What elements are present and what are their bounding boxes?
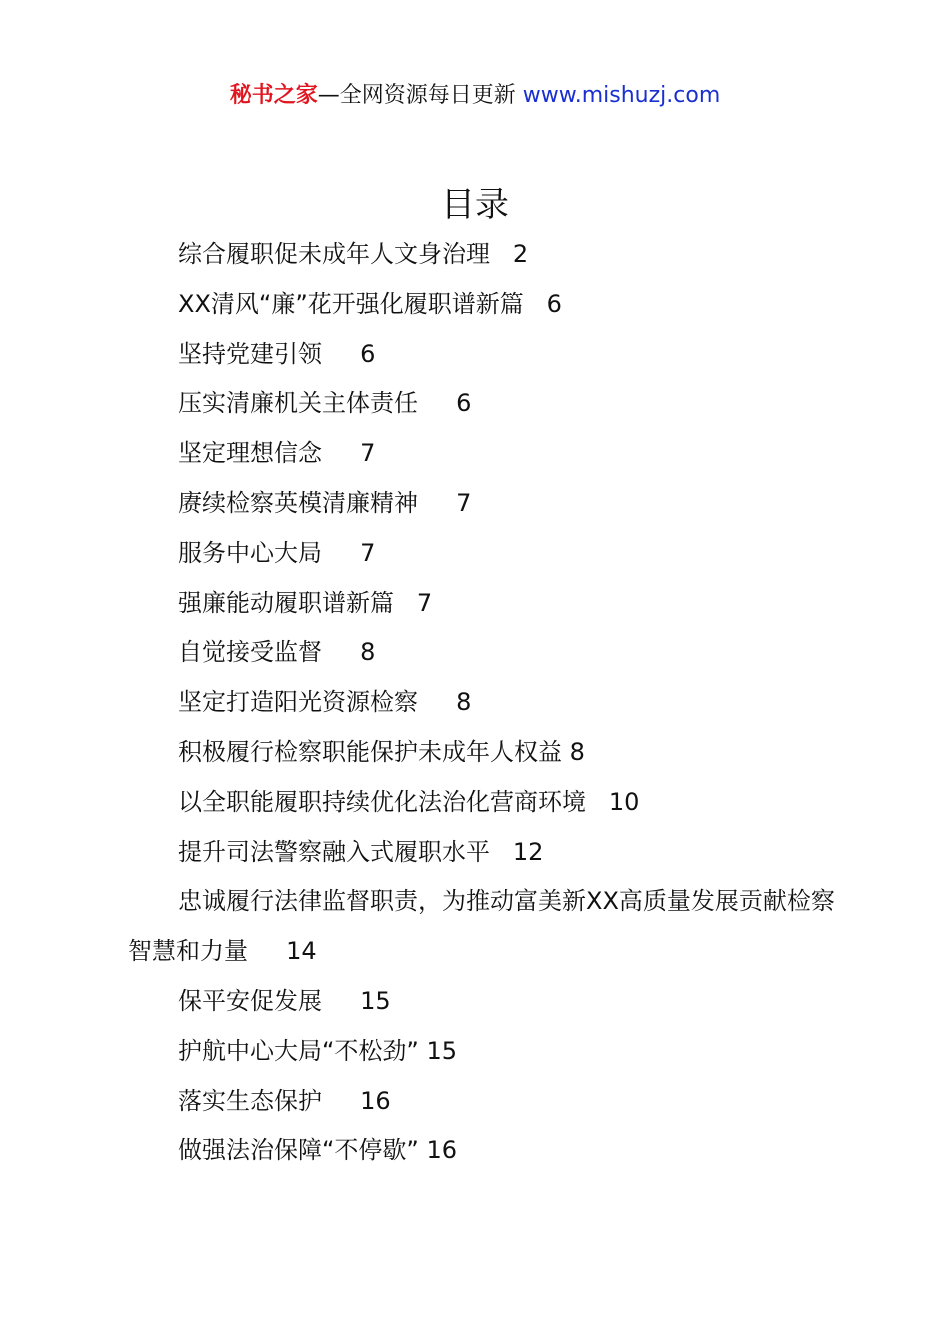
toc-entry-page: 6 <box>546 289 562 318</box>
toc-entry-title: 赓续检察英模清廉精神 <box>178 488 418 517</box>
toc-entry-title: 保平安促发展 <box>178 986 322 1015</box>
toc-entry <box>128 280 848 330</box>
toc-entry <box>128 1027 848 1077</box>
toc-entry-page: 6 <box>360 339 376 368</box>
toc-entry-page: 7 <box>416 588 433 617</box>
toc-entry-page: 10 <box>608 787 640 816</box>
toc-entry <box>128 877 848 977</box>
toc-entry-page: 7 <box>360 439 376 468</box>
toc-entry <box>128 529 848 579</box>
toc-entry-page: 8 <box>456 688 472 717</box>
toc-entry <box>128 628 848 678</box>
toc-entry <box>128 330 848 380</box>
toc-list <box>128 230 848 1176</box>
toc-entry-title: 护航中心大局“不松劲” <box>178 1036 419 1065</box>
toc-entry <box>128 1126 848 1176</box>
toc-entry-page: 7 <box>456 488 472 517</box>
toc-entry-title: 积极履行检察职能保护未成年人权益 <box>178 737 562 766</box>
toc-entry <box>128 778 848 828</box>
toc-entry-page: 2 <box>512 240 529 268</box>
toc-entry-title: 以全职能履职持续优化法治化营商环境 <box>178 787 586 816</box>
toc-entry <box>128 230 848 280</box>
toc-entry-title: 服务中心大局 <box>178 538 322 567</box>
toc-entry-title: XX清风“廉”花开强化履职谱新篇 <box>178 289 524 318</box>
toc-entry-page: 16 <box>360 1086 391 1115</box>
toc-entry <box>128 1077 848 1127</box>
toc-entry-title: 提升司法警察融入式履职水平 <box>178 837 490 866</box>
toc-entry <box>128 728 848 778</box>
site-url-link[interactable]: www.mishuzj.com <box>522 83 721 108</box>
brand-name: 秘书之家 <box>229 83 318 108</box>
toc-entry-title: 压实清廉机关主体责任 <box>178 389 418 418</box>
toc-entry-page: 15 <box>426 1036 458 1065</box>
toc-title: 目录 <box>441 185 509 225</box>
toc-entry-title: 坚定理想信念 <box>178 439 322 468</box>
toc-entry <box>128 678 848 728</box>
toc-entry <box>128 579 848 629</box>
toc-entry-page: 8 <box>360 638 376 667</box>
toc-entry-title: 坚持党建引领 <box>178 339 322 368</box>
toc-entry-page: 12 <box>512 837 544 866</box>
toc-entry-page: 8 <box>569 737 585 766</box>
toc-entry-page: 14 <box>286 937 317 966</box>
toc-entry <box>128 479 848 529</box>
toc-entry <box>128 977 848 1027</box>
header-tagline: —全网资源每日更新 <box>317 83 523 108</box>
toc-entry-title: 综合履职促未成年人文身治理 <box>178 240 490 268</box>
toc-entry <box>128 828 848 878</box>
toc-entry-title: 落实生态保护 <box>178 1086 322 1115</box>
toc-entry-page: 6 <box>456 389 472 418</box>
toc-entry <box>128 379 848 429</box>
toc-entry-title: 做强法治保障“不停歇” <box>178 1136 419 1165</box>
site-header <box>0 80 950 112</box>
toc-entry-title: 忠诚履行法律监督职责，为推动富美新XX高质量发展贡献检察智慧和力量 <box>128 887 835 966</box>
toc-entry-title: 强廉能动履职谱新篇 <box>178 588 394 617</box>
toc-entry <box>128 429 848 479</box>
toc-entry-page: 15 <box>360 986 391 1015</box>
toc-entry-page: 7 <box>360 538 376 567</box>
toc-entry-title: 自觉接受监督 <box>178 638 322 667</box>
toc-entry-title: 坚定打造阳光资源检察 <box>178 688 418 717</box>
toc-entry-page: 16 <box>426 1136 458 1165</box>
